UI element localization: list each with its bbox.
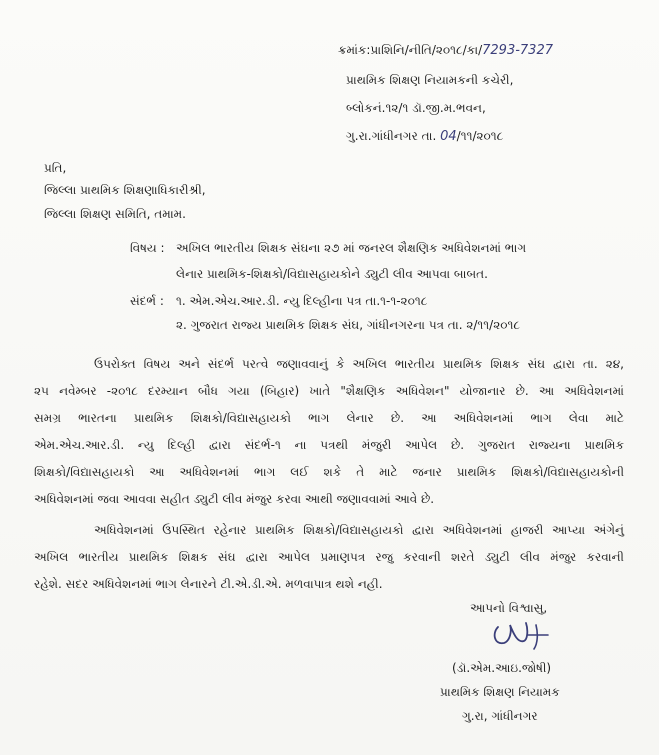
signatory-place: ગુ.રા, ગાંધીનગર — [462, 709, 538, 723]
reference-number — [338, 42, 553, 59]
subject-label: વિષય : — [130, 241, 165, 255]
body-p1-line: સમગ્ર ભારતના પ્રાથમિક શિક્ષકો/વિદ્યાસહાયકો ભાગ લેનાર છે. આ અધિવેશનમાં ભાગ લેવા માટે — [34, 411, 624, 425]
reference-number-prefix: ક્રમાંક:પ્રાશિનિ/નીતિ/૨૦૧૮/કા/ — [338, 43, 483, 57]
date-prefix: ગુ.રા.ગાંધીનગર તા. — [346, 129, 437, 143]
office-address: બ્લોકનં.૧૨/૧ ડૉ.જી.મ.ભવન, — [346, 101, 486, 115]
body-p1-line: અધિવેશનમાં જવા આવવા સહીત ડ્યુટી લીવ મંજુર કરવા આથી જણાવવામાં આવે છે. — [34, 492, 435, 506]
recipient-line-1: જિલ્લા પ્રાથમિક શિક્ષણાધિકારીશ્રી, — [44, 183, 206, 197]
recipient-line-2: જિલ્લા શિક્ષણ સમિતિ, તમામ. — [44, 207, 186, 221]
reference-label: સંદર્ભ : — [130, 294, 164, 308]
letter-date — [346, 128, 503, 145]
signatory-designation: પ્રાથમિક શિક્ષણ નિયામક — [440, 685, 560, 699]
body-p2-line: અખિલ ભારતીય પ્રાથમિક શિક્ષક સંઘ દ્વારા આપેલ પ્રમાણપત્ર રજુ કરવાની શરતે ડ્યુટી લીવ મંજુર કરવાની — [34, 550, 624, 564]
body-p2-line: અધિવેશનમાં ઉપસ્થિત રહેનાર પ્રાથમિક શિક્ષકો/વિદ્યાસહાયકો દ્વારા અધિવેશનમાં હાજરી આપ્યા અંગેનું — [94, 523, 624, 537]
office-name: પ્રાથમિક શિક્ષણ નિયામકની કચેરી, — [346, 73, 514, 87]
signatory-name: (ડૉ.એમ.આઇ.જોષી) — [452, 661, 552, 675]
reference-item-2: ૨. ગુજરાત રાજ્ય પ્રાથમિક શિક્ષક સંઘ, ગાંધીનગરના પત્ર તા. ૨/૧૧/૨૦૧૮ — [176, 318, 520, 332]
recipient-prati: પ્રતિ, — [44, 161, 67, 175]
body-p1-line: ઉપરોક્ત વિષય અને સંદર્ભ પરત્વે જણાવવાનું કે અખિલ ભારતીય પ્રાથમિક શિક્ષક સંઘ દ્વારા તા. ૨૪, — [94, 357, 624, 371]
signature-icon — [488, 617, 558, 653]
body-p2-line: રહેશે. સદર અધિવેશનમાં ભાગ લેનારને ટી.એ.ડી.એ. મળવાપાત્ર થશે નહી. — [34, 577, 383, 591]
date-suffix: /૧૧/૨૦૧૮ — [456, 129, 504, 143]
subject-line-1: અખિલ ભારતીય શિક્ષક સંઘના ૨૭ માં જનરલ શૈક્ષણિક અધિવેશનમાં ભાગ — [176, 241, 527, 255]
closing-salutation: આપનો વિશ્વાસુ, — [470, 601, 548, 615]
body-p1-line: શિક્ષકો/વિદ્યાસહાયકો આ અધિવેશનમાં ભાગ લઈ શકે તે માટે જનાર પ્રાથમિક શિક્ષકો/વિદ્યાસહાયકોની — [34, 465, 624, 479]
reference-item-1: ૧. એમ.એચ.આર.ડી. ન્યુ દિલ્હીના પત્ર તા.૧-૧-૨૦૧૮ — [176, 294, 428, 308]
body-p1-line: ૨૫ નવેમ્બર -૨૦૧૮ દરમ્યાન બૌધ ગયા (બિહાર) ખાતે "શૈક્ષણિક અધિવેશન" યોજાનાર છે. આ અધિવેશનમાં — [34, 384, 624, 398]
reference-number-handwritten: 7293-7327 — [482, 43, 553, 58]
date-handwritten: 04 — [440, 129, 457, 144]
subject-line-2: લેનાર પ્રાથમિક-શિક્ષકો/વિદ્યાસહાયકોને ડ્યુટી લીવ આપવા બાબત. — [176, 267, 488, 281]
body-p1-line: એમ.એચ.આર.ડી. ન્યુ દિલ્હી દ્વારા સંદર્ભ-૧ ના પત્રથી મંજુરી આપેલ છે. ગુજરાત રાજ્યના પ્રાથમિક — [34, 438, 624, 452]
